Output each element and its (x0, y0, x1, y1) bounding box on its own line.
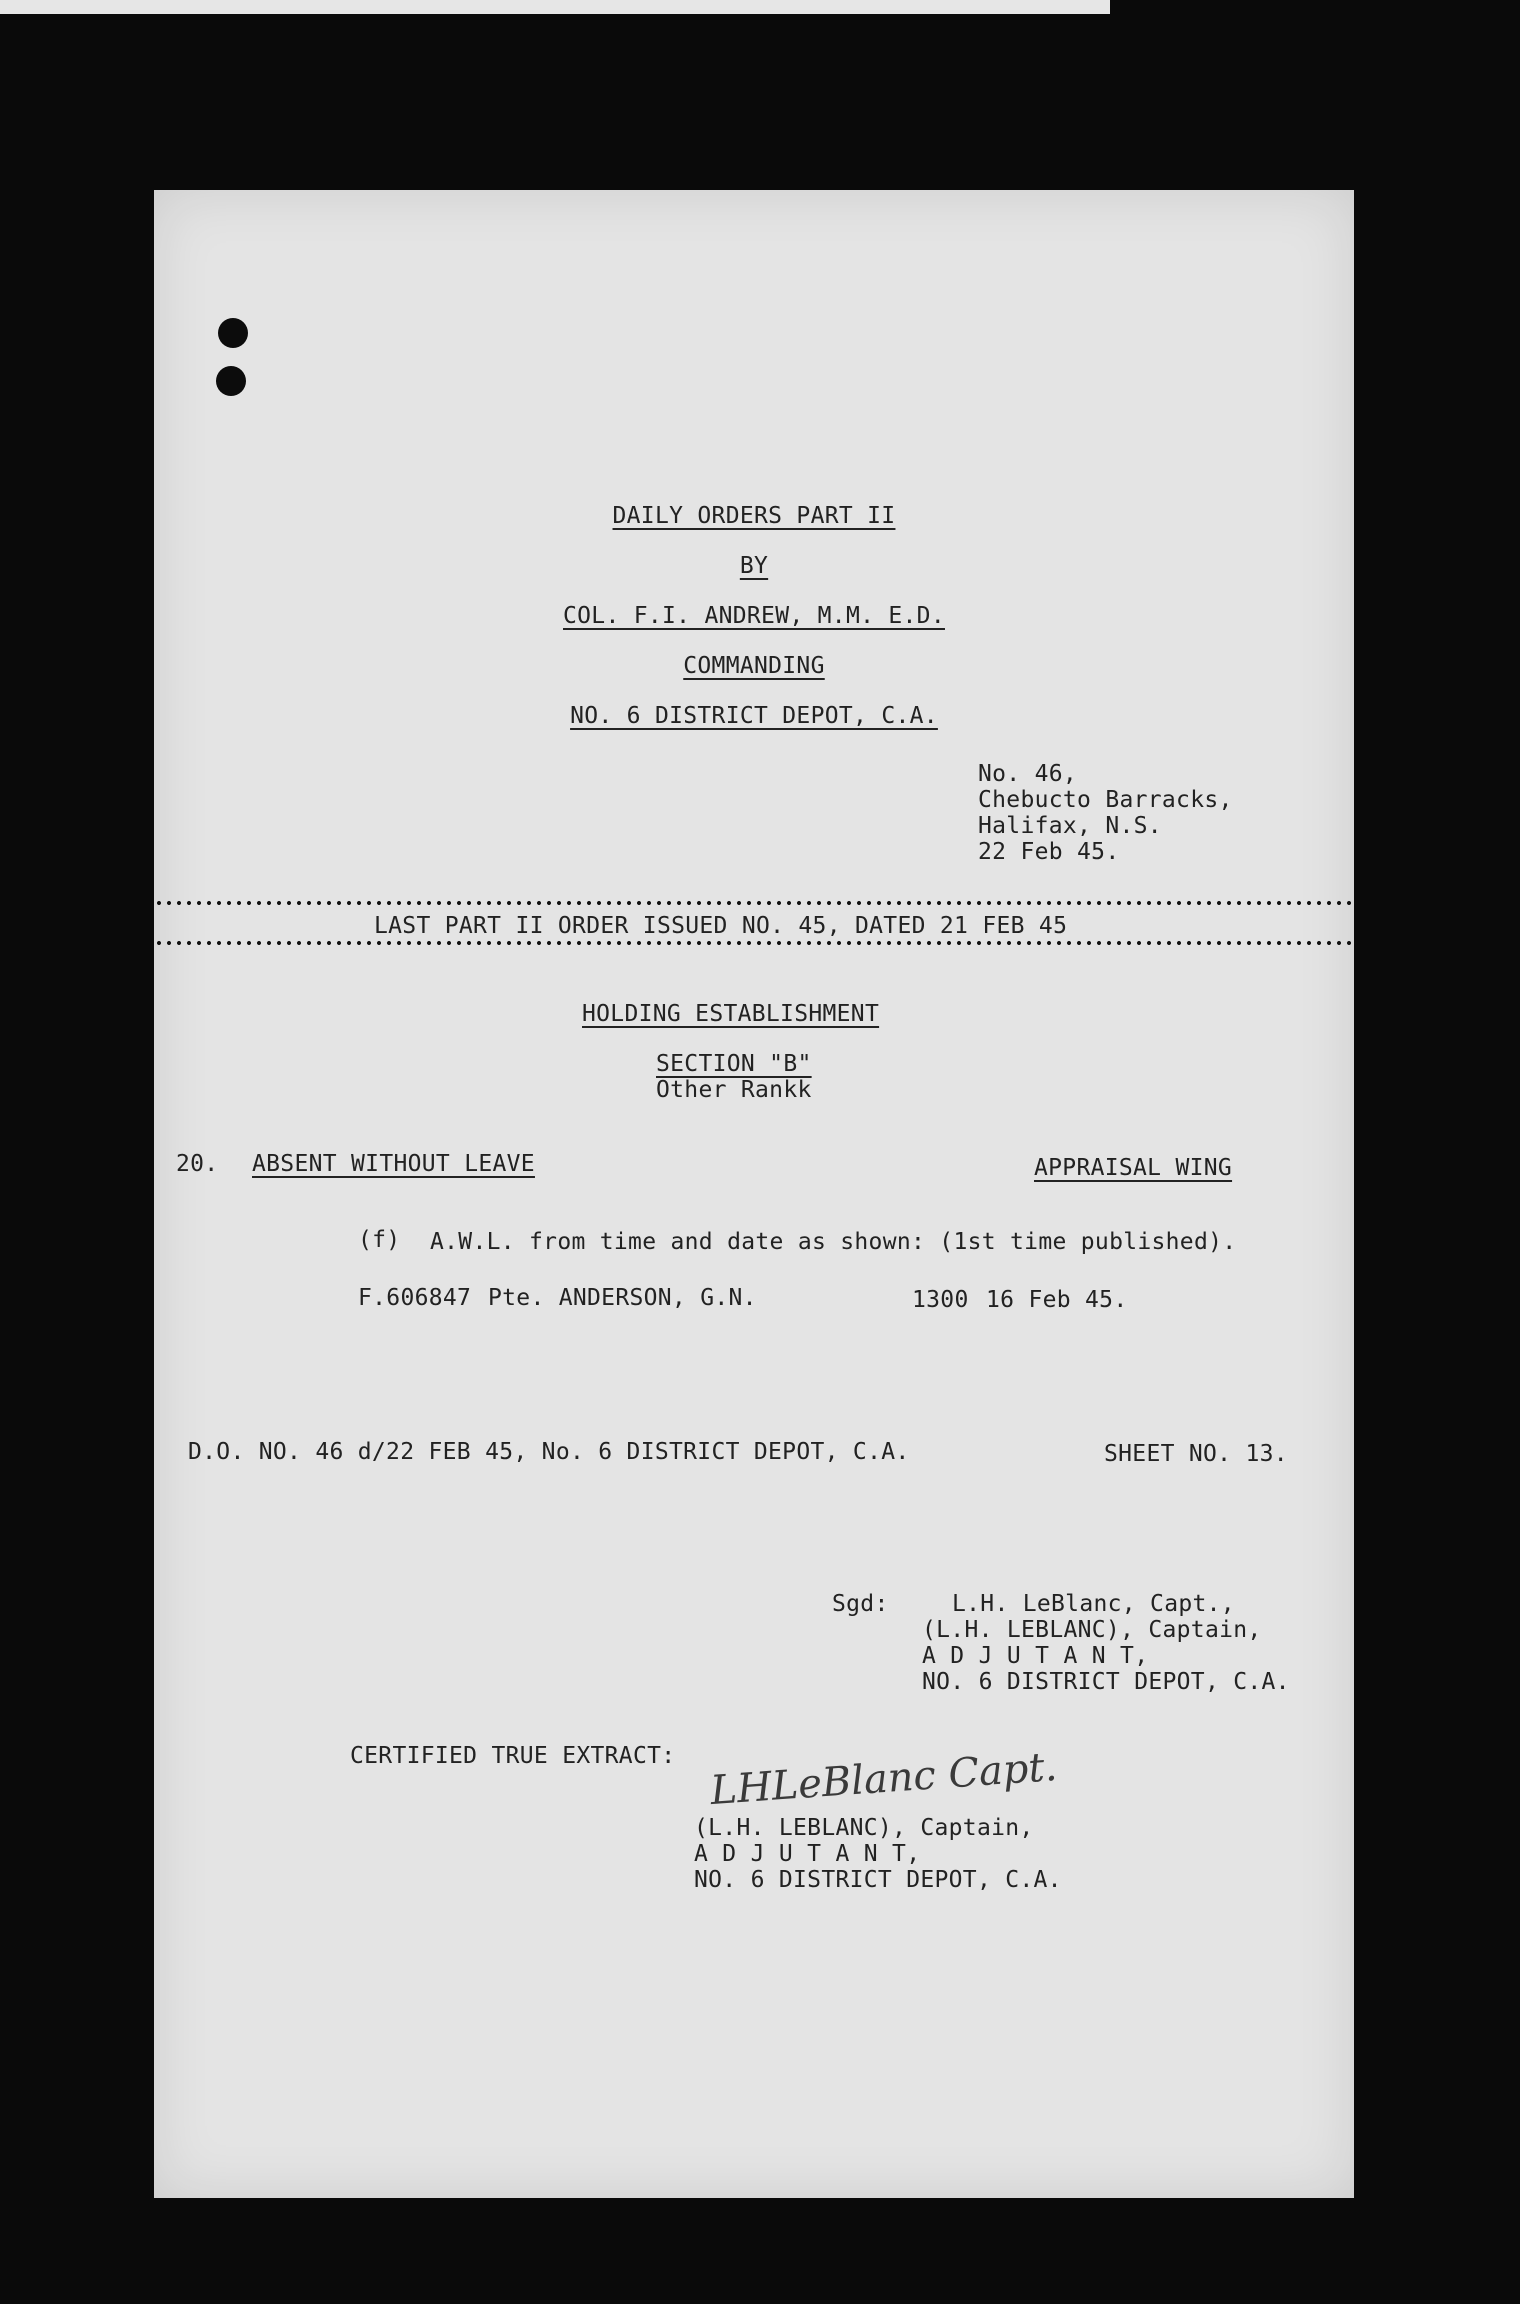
sub-item-label: (f) (358, 1227, 401, 1253)
entry-time: 1300 (912, 1287, 969, 1313)
signed-name: L.H. LeBlanc, Capt., (952, 1591, 1235, 1617)
order-city: Halifax, N.S. (978, 813, 1162, 839)
sub-item-text: A.W.L. from time and date as shown: (1st time published). (430, 1229, 1237, 1255)
handwritten-signature: LHLeBlanc Capt. (708, 1743, 1059, 1815)
film-edge-strip (0, 0, 1110, 14)
order-location: Chebucto Barracks, (978, 787, 1233, 813)
document-title: DAILY ORDERS PART II (612, 503, 896, 529)
punch-hole-top (218, 318, 248, 348)
entry-service-number: F.606847 (358, 1285, 472, 1311)
certified-label: CERTIFIED TRUE EXTRACT: (350, 1743, 676, 1769)
signed-role: A D J U T A N T, (922, 1643, 1149, 1669)
order-number: No. 46, (978, 761, 1078, 787)
establishment-heading: HOLDING ESTABLISHMENT (582, 1001, 880, 1027)
document-page (154, 190, 1354, 2198)
entry-rank-name: Pte. ANDERSON, G.N. (488, 1285, 757, 1311)
entry-date: 16 Feb 45. (986, 1287, 1128, 1313)
certified-role: A D J U T A N T, (694, 1841, 921, 1867)
dotted-rule-bottom (154, 940, 1354, 946)
last-order-line: LAST PART II ORDER ISSUED NO. 45, DATED 21 FEB 45 (374, 913, 1068, 939)
certified-name: (L.H. LEBLANC), Captain, (694, 1815, 1034, 1841)
wing-heading: APPRAISAL WING (1034, 1155, 1233, 1181)
sheet-number: SHEET NO. 13. (1104, 1441, 1288, 1467)
ranks-heading: Other Rankk (656, 1077, 812, 1103)
dotted-rule-top (154, 900, 1354, 906)
certified-unit: NO. 6 DISTRICT DEPOT, C.A. (694, 1867, 1062, 1893)
unit-name: NO. 6 DISTRICT DEPOT, C.A. (570, 703, 938, 729)
commanding-officer: COL. F.I. ANDREW, M.M. E.D. (563, 603, 945, 629)
commanding-label: COMMANDING (683, 653, 825, 679)
order-date: 22 Feb 45. (978, 839, 1120, 865)
item-heading: ABSENT WITHOUT LEAVE (252, 1151, 535, 1177)
signed-unit: NO. 6 DISTRICT DEPOT, C.A. (922, 1669, 1290, 1695)
punch-hole-bottom (216, 366, 246, 396)
by-line: BY (739, 553, 769, 579)
section-heading: SECTION "B" (656, 1051, 812, 1077)
footer-reference: D.O. NO. 46 d/22 FEB 45, No. 6 DISTRICT DEPOT, C.A. (188, 1439, 910, 1465)
signed-title: (L.H. LEBLANC), Captain, (922, 1617, 1262, 1643)
item-number: 20. (176, 1151, 219, 1177)
signed-label: Sgd: (832, 1591, 889, 1617)
